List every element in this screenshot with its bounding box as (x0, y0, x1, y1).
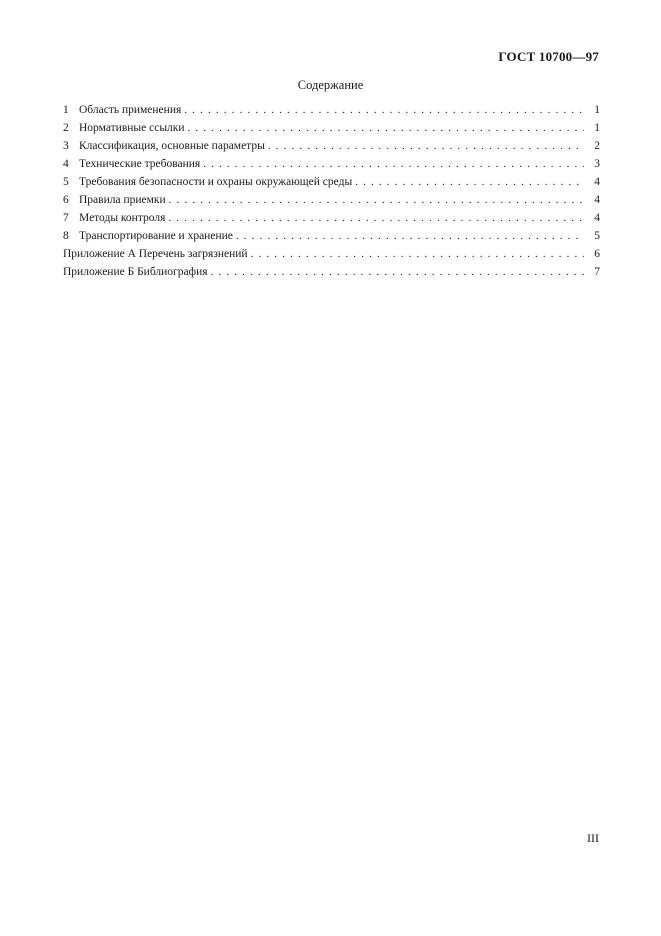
toc-entry[interactable] (63, 227, 600, 245)
toc-leader-dots (169, 191, 584, 209)
toc-entry-page: 2 (594, 140, 600, 152)
toc-leader-dots (251, 245, 584, 263)
toc-entry[interactable] (63, 191, 600, 209)
toc-entry-number: 7 (63, 212, 69, 224)
toc-entry-number: 4 (63, 158, 69, 170)
toc-entry-number: 8 (63, 230, 69, 242)
toc-leader-dots (184, 101, 584, 119)
table-of-contents (63, 101, 600, 281)
toc-leader-dots (211, 263, 584, 281)
toc-leader-dots (168, 209, 584, 227)
page-number: III (587, 831, 599, 845)
toc-entry-title: Правила приемки (79, 194, 166, 206)
toc-entry-title: Методы контроля (79, 212, 166, 224)
toc-entry-title: Приложение Б Библиография (63, 266, 208, 278)
document-code: ГОСТ 10700—97 (498, 49, 599, 64)
toc-entry-title: Транспортирование и хранение (79, 230, 233, 242)
toc-entry-number: 5 (63, 176, 69, 188)
toc-entry-page: 4 (594, 212, 600, 224)
toc-entry[interactable] (63, 101, 600, 119)
toc-entry-number: 6 (63, 194, 69, 206)
toc-leader-dots (268, 137, 584, 155)
toc-entry-number: 1 (63, 104, 69, 116)
toc-entry-page: 1 (594, 122, 600, 134)
toc-entry[interactable] (63, 119, 600, 137)
toc-entry-title: Технические требования (79, 158, 201, 170)
toc-entry[interactable] (63, 173, 600, 191)
toc-entry-page: 3 (594, 158, 600, 170)
toc-entry[interactable] (63, 245, 600, 263)
toc-leader-dots (355, 173, 584, 191)
toc-entry-title: Классификация, основные параметры (79, 140, 265, 152)
toc-entry[interactable] (63, 263, 600, 281)
toc-entry-page: 6 (594, 248, 600, 260)
toc-entry-page: 4 (594, 194, 600, 206)
toc-entry-page: 4 (594, 176, 600, 188)
toc-entry-page: 7 (594, 266, 600, 278)
toc-heading: Содержание (297, 78, 364, 92)
toc-leader-dots (203, 155, 584, 173)
toc-entry-title: Требования безопасности и охраны окружающей среды (79, 176, 353, 188)
toc-entry[interactable] (63, 155, 600, 173)
toc-entry[interactable] (63, 209, 600, 227)
toc-entry-page: 1 (594, 104, 600, 116)
toc-leader-dots (188, 119, 584, 137)
toc-entry-page: 5 (594, 230, 600, 242)
toc-entry-number: 3 (63, 140, 69, 152)
toc-entry-title: Область применения (79, 104, 182, 116)
toc-leader-dots (236, 227, 584, 245)
toc-entry-title: Нормативные ссылки (79, 122, 185, 134)
toc-entry[interactable] (63, 137, 600, 155)
toc-entry-title: Приложение А Перечень загрязнений (63, 248, 248, 260)
toc-entry-number: 2 (63, 122, 69, 134)
